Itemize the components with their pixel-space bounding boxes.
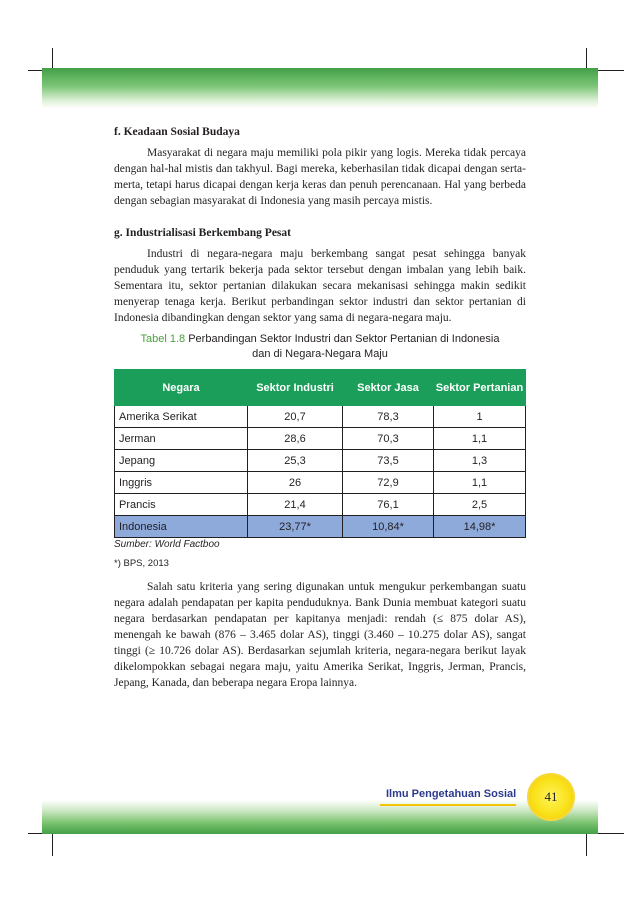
table-row xyxy=(115,406,526,428)
table-cell: 76,1 xyxy=(343,494,434,516)
table-cell: 28,6 xyxy=(248,428,343,450)
table-header-row xyxy=(115,370,526,406)
table-cell: 72,9 xyxy=(343,472,434,494)
table-cell: 78,3 xyxy=(343,406,434,428)
section-g-paragraph: Industri di negara-negara maju berkembang sangat pesat sehingga banyak penduduk yang tertarik bekerja pada sektor tersebut dengan imbalan yang lebih baik. Sementara itu, sektor pertanian dilakukan secara mekanisasi sehingga makin sedikit menyerap tenaga kerja. Berikut perbandingan sektor industri dan sektor pertanian di Indonesia dibandingkan dengan sektor yang sama di negara-negara maju. xyxy=(114,248,526,324)
sector-comparison-table xyxy=(114,369,526,538)
table-row xyxy=(115,428,526,450)
table-cell: 73,5 xyxy=(343,450,434,472)
table-caption-number: Tabel 1.8 xyxy=(140,333,186,345)
table-header-cell: Negara xyxy=(115,370,248,406)
table-caption-line1: Perbandingan Sektor Industri dan Sektor Pertanian di Indonesia xyxy=(188,333,500,345)
table-cell: 70,3 xyxy=(343,428,434,450)
page-number: 41 xyxy=(544,789,558,804)
table-cell: 1,1 xyxy=(434,472,526,494)
header-band xyxy=(42,68,598,108)
table-cell: 14,98* xyxy=(434,516,526,538)
table-header-cell: Sektor Industri xyxy=(248,370,343,406)
table-cell: Indonesia xyxy=(115,516,248,538)
table-cell: 23,77* xyxy=(248,516,343,538)
table-cell: 26 xyxy=(248,472,343,494)
table-cell: Inggris xyxy=(115,472,248,494)
table-source: Sumber: World Factboo xyxy=(114,539,220,550)
table-cell: 20,7 xyxy=(248,406,343,428)
table-row xyxy=(115,450,526,472)
footer-book-title: Ilmu Pengetahuan Sosial xyxy=(386,788,517,800)
table-row xyxy=(115,472,526,494)
page-content xyxy=(114,126,526,691)
closing-paragraph: Salah satu kriteria yang sering digunakan untuk mengukur perkembangan suatu negara adalah pendapatan per kapita penduduknya. Bank Dunia membuat kategori suatu negara berdasarkan pendapatan per kapitanya menjadi: rendah (≤ 875 dolar AS), menengah ke bawah (876 – 3.465 dolar AS), tinggi (3.460 – 10.275 dolar AS), sangat tinggi (≥ 10.726 dolar AS). Berdasarkan sejumlah kriteria, negara-negara berikut layak dikelompokkan sebagai negara maju, yaitu Amerika Serikat, Inggris, Jerman, Prancis, Jepang, Kanada, dan beberapa negara Eropa lainnya. xyxy=(114,581,526,689)
table-cell: 21,4 xyxy=(248,494,343,516)
table-header-cell: Sektor Jasa xyxy=(343,370,434,406)
table-cell: 1,3 xyxy=(434,450,526,472)
table-note: *) BPS, 2013 xyxy=(114,558,169,569)
table-caption xyxy=(114,332,526,362)
table-cell: Prancis xyxy=(115,494,248,516)
section-f-heading: f. Keadaan Sosial Budaya xyxy=(114,126,240,138)
table-row xyxy=(115,494,526,516)
table-cell: 25,3 xyxy=(248,450,343,472)
section-f-paragraph: Masyarakat di negara maju memiliki pola pikir yang logis. Mereka tidak percaya dengan hal-hal mistis dan takhyul. Bagi mereka, keberhasilan tidak dicapai dengan serta-merta, tetapi harus dicapai dengan kerja keras dan penuh perencanaan. Hal yang berbeda dengan sebagian masyarakat di Indonesia yang masih percaya mistis. xyxy=(114,147,526,207)
table-cell: Jerman xyxy=(115,428,248,450)
page-number-badge xyxy=(527,773,575,821)
crop-mark xyxy=(598,833,624,834)
table-row-highlighted xyxy=(115,516,526,538)
table-cell: Jepang xyxy=(115,450,248,472)
table-caption-line2: dan di Negara-Negara Maju xyxy=(252,348,388,360)
table-header-cell: Sektor Pertanian xyxy=(434,370,526,406)
table-cell: 1 xyxy=(434,406,526,428)
table-cell: 2,5 xyxy=(434,494,526,516)
table-cell: 10,84* xyxy=(343,516,434,538)
footer-divider xyxy=(380,804,516,806)
table-cell: Amerika Serikat xyxy=(115,406,248,428)
crop-mark xyxy=(598,70,624,71)
section-g-heading: g. Industrialisasi Berkembang Pesat xyxy=(114,227,291,239)
table-cell: 1,1 xyxy=(434,428,526,450)
